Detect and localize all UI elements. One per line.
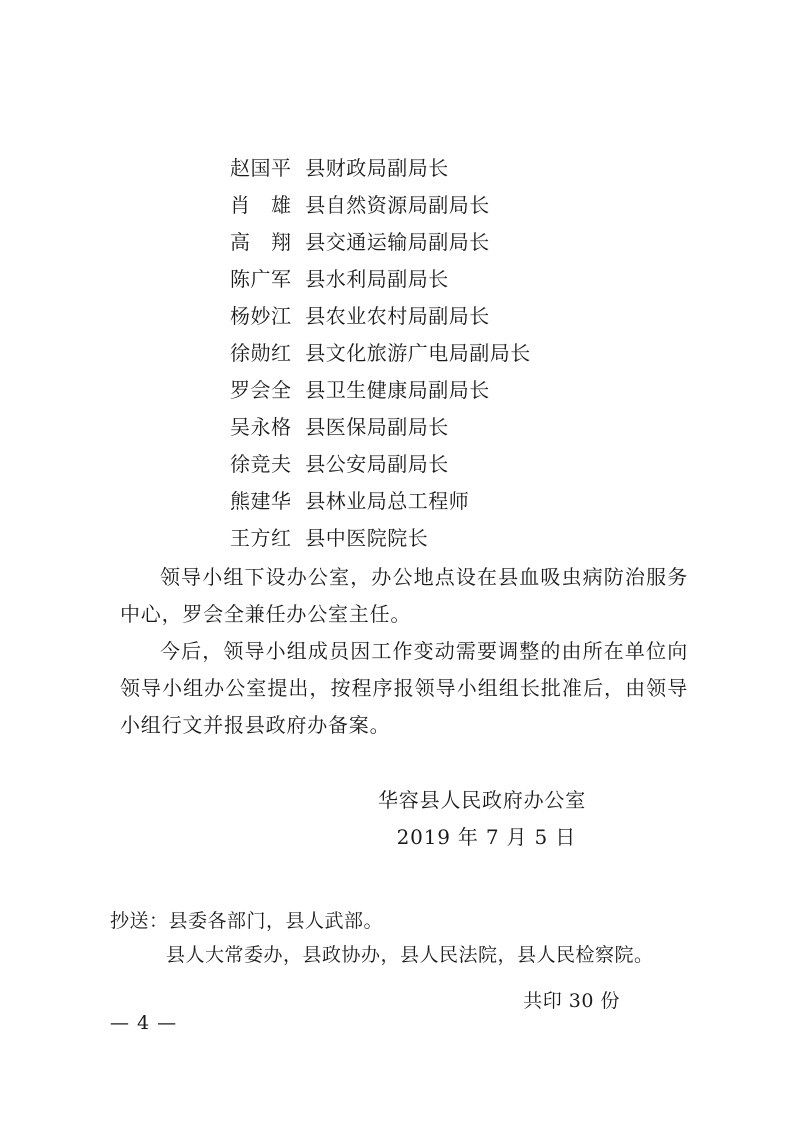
print-count: 共印 30 份 (523, 990, 620, 1012)
list-item: 熊建华 县林业局总工程师 (230, 489, 470, 513)
cc-block (95, 904, 698, 972)
list-item: 赵国平 县财政局副局长 (230, 156, 449, 180)
cc-line-primary: 抄送：县委各部门，县人武部。 (110, 910, 384, 932)
body-paragraph-office: 领导小组下设办公室，办公地点设在县血吸虫病防治服务中心，罗会全兼任办公室主任。 (120, 565, 688, 626)
member-roster-list (95, 150, 698, 557)
issuing-authority: 华容县人民政府办公室 (378, 788, 586, 812)
list-item: 王方红 县中医院院长 (230, 526, 429, 550)
body-paragraph-adjustment: 今后，领导小组成员因工作变动需要调整的由所在单位向领导小组办公室提出，按程序报领导小组组长批准后，由领导小组行文并报县政府办备案。 (120, 639, 688, 737)
list-item: 高 翔 县交通运输局副局长 (230, 230, 490, 254)
page-number: — 4 — (110, 1012, 178, 1034)
list-item: 徐勋红 县文化旅游广电局副局长 (230, 341, 531, 365)
signature-block (95, 782, 698, 856)
list-item: 吴永格 县医保局副局长 (230, 415, 449, 439)
list-item: 罗会全 县卫生健康局副局长 (230, 378, 490, 402)
list-item: 杨妙江 县农业农村局副局长 (230, 304, 490, 328)
list-item: 陈广军 县水利局副局长 (230, 267, 449, 291)
list-item: 肖 雄 县自然资源局副局长 (230, 193, 490, 217)
list-item: 徐竞夫 县公安局副局长 (230, 452, 449, 476)
issue-date: 2019 年 7 月 5 日 (396, 825, 576, 849)
cc-line-secondary: 县人大常委办，县政协办，县人民法院，县人民检察院。 (166, 944, 654, 966)
